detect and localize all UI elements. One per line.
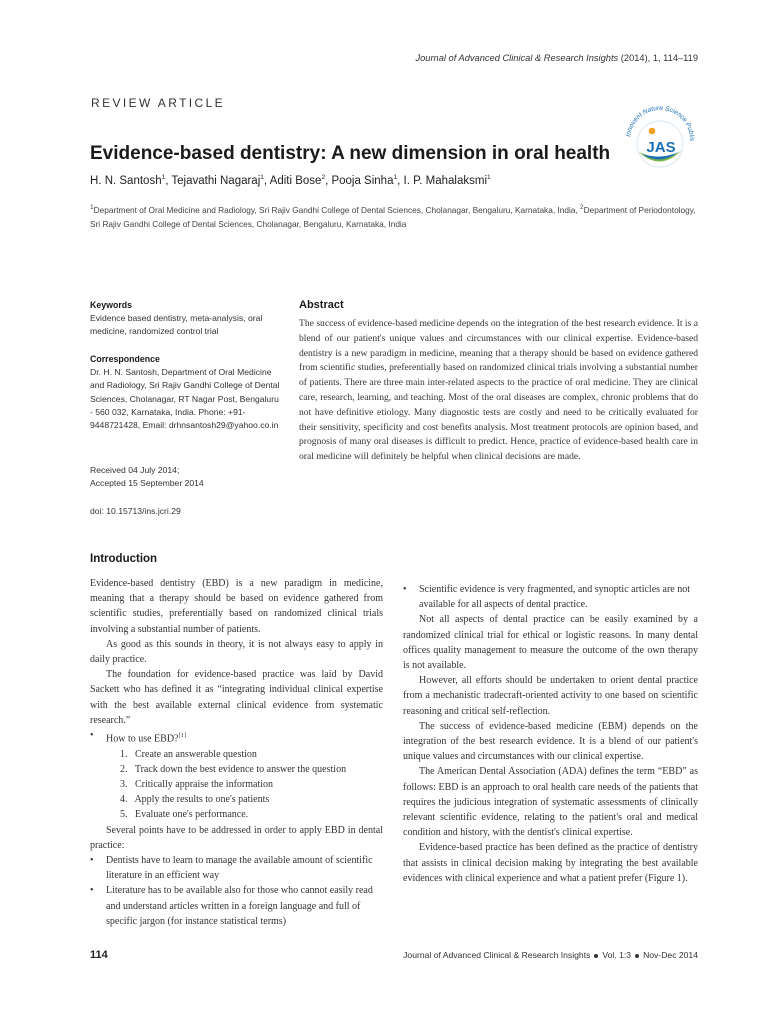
- author: I. P. Mahalaksmi$^1$: [403, 174, 491, 187]
- article-title: Evidence-based dentistry: A new dimension in oral health: [90, 143, 611, 164]
- list-item: 5. Evaluate one's performance.: [120, 809, 249, 821]
- author: Aditi Bose$^2$: [269, 174, 326, 187]
- author: H. N. Santosh$^1$: [90, 174, 166, 187]
- citation-ref[interactable]: [1]: [178, 732, 187, 740]
- paragraph: Evidence-based practice has been defined as the practice of dentistry that assists in clinical decision making by integrating the best available evidences with clinical experience and what a patient prefer (Figure 1).: [403, 842, 698, 884]
- bullet-item: • How to use EBD?[1]: [90, 730, 187, 745]
- keywords-block: [90, 299, 280, 339]
- footer-journal: Journal of Advanced Clinical & Research Insights Vol. 1:3 Nov-Dec 2014: [403, 950, 698, 960]
- bullet-item: • Literature has to be available also for those who cannot easily read and understand articles written in a foreign language and full of specific jargon (for instance statistical terms): [90, 885, 373, 927]
- paragraph: As good as this sounds in theory, it is not always easy to apply in daily practice.: [90, 638, 383, 666]
- accepted-date: Accepted 15 September 2014: [90, 478, 204, 489]
- paragraph: Not all aspects of dental practice can be easily examined by a randomized clinical trial for ethical or logistic reasons. In many dental offices quality management to measure the outcome of the own therapy is not available.: [403, 614, 698, 672]
- author: Pooja Sinha$^1$: [331, 174, 398, 187]
- paragraph: Several points have to be addressed in order to apply EBD in dental practice:: [90, 824, 383, 851]
- correspondence-text: Dr. H. N. Santosh, Department of Oral Medicine and Radiology, Sri Rajiv Gandhi College of Dental Sciences, Cholanagar, RT Nagar Post, Bengaluru - 560 032, Karnataka, India. Phone: +91-9448721428, Email: drhnsantosh29@yahoo.co.in: [90, 367, 280, 431]
- page-number: 114: [90, 949, 108, 961]
- keywords-heading: Keywords: [90, 300, 133, 310]
- doi-link[interactable]: doi: 10.15713/ins.jcri.29: [90, 506, 181, 516]
- affiliations: $^1$Department of Oral Medicine and Radiology, Sri Rajiv Gandhi College of Dental Sciences, Cholanagar, Bengaluru, Karnataka, India, $^2$Department of Periodontology, Sri Rajiv Gandhi College of Dental Sciences, Cholanagar, Bengaluru, Karnataka, India: [90, 204, 696, 229]
- publisher-logo: [614, 94, 704, 174]
- paragraph: The success of evidence-based medicine (EBM) depends on the integration of the best research evidence. It is a blend of our patient's unique values and circumstances with our clinical expertise.: [403, 720, 698, 763]
- journal-citation: [300, 53, 698, 63]
- list-item: 3. Critically appraise the information: [120, 778, 274, 790]
- body-column-left: [90, 576, 383, 929]
- paragraph: Evidence-based dentistry (EBD) is a new paradigm in medicine, meaning that a therapy should be based on evidence gathered from scientific studies, preferentially based on randomized clinical trials involving a substantial number of patients.: [90, 578, 383, 635]
- introduction-heading: Introduction: [90, 553, 158, 565]
- bullet-item: • Scientific evidence is very fragmented, and synoptic articles are not available for all aspects of dental practice.: [403, 584, 691, 611]
- author-list: H. N. Santosh$^1$, Tejavathi Nagaraj$^1$, Aditi Bose$^2$, Pooja Sinha$^1$, I. P. Mahalaksmi$^1$: [90, 174, 491, 187]
- abstract-text: The success of evidence-based medicine depends on the integration of the best research evidence. It is a blend of our patient's unique values and circumstances with our clinical expertise. Evidence-based dentistry is a new paradigm in medicine, meaning that a therapy should be based on evidence gathered from scientific studies, preferentially based on randomized clinical trials involving a substantial number of patients. There are three main inter-related aspects to the practice of oral medicine. They are clinical care, research, learning, and teaching. Most of the oral diseases are complex, chronic problems that do not have definitive etiology. Many diagnostic tests are costly and need to be critically evaluated for their sensitivity, specificity and cost benefits analysis. Most treatment protocols are opinion based, and prognosis of many oral diseases is difficult to predict. Hence, practice of evidence-based health care in oral medicine will definitely be helpful when clinical decisions are made.: [299, 318, 698, 463]
- keywords-text: Evidence based dentistry, meta-analysis, oral medicine, randomized control trial: [90, 313, 263, 337]
- correspondence-block: [90, 353, 280, 432]
- correspondence-heading: Correspondence: [90, 354, 160, 364]
- list-item: 4. Apply the results to one's patients: [120, 794, 270, 806]
- list-item: 1. Create an answerable question: [120, 748, 257, 760]
- list-item: 2. Track down the best evidence to answer the question: [120, 763, 347, 775]
- paragraph: The American Dental Association (ADA) defines the term “EBD” as follows: EBD is an approach to oral health care needs of the patients that requires the judicious integration of systematic assessments of clinically relevant scientific evidence, relating to the patient's oral and medical condition and history, with the dentist's clinical expertise.: [403, 766, 698, 839]
- author: Tejavathi Nagaraj$^1$: [171, 174, 264, 187]
- dates-block: [90, 464, 280, 490]
- citation: (2014), 1, 114–119: [620, 53, 698, 63]
- journal-name: Journal of Advanced Clinical & Research Insights: [415, 53, 619, 63]
- paragraph: However, all efforts should be undertaken to orient dental practice from a mechanistic tradecraft-oriented activity to one based on scientific reasoning and critical self-reflection.: [403, 675, 698, 717]
- abstract-heading: Abstract: [299, 299, 344, 311]
- body-column-right: [403, 552, 698, 886]
- paragraph: The foundation for evidence-based practice was laid by David Sackett who has defined it as “integrating individual clinical expertise with the best available external clinical evidence from systematic research.”: [90, 669, 383, 726]
- logo-arc-text: Innovent Nature Science Publis: [625, 104, 696, 142]
- logo-dot: [649, 128, 656, 135]
- logo-text: JAS: [646, 139, 676, 156]
- section-tag: REVIEW ARTICLE: [91, 96, 226, 110]
- received-date: Received 04 July 2014;: [90, 465, 180, 475]
- bullet-item: • Dentists have to learn to manage the available amount of scientific literature in an efficient way: [90, 854, 373, 882]
- doi: [90, 505, 280, 518]
- steps-list: [90, 747, 383, 823]
